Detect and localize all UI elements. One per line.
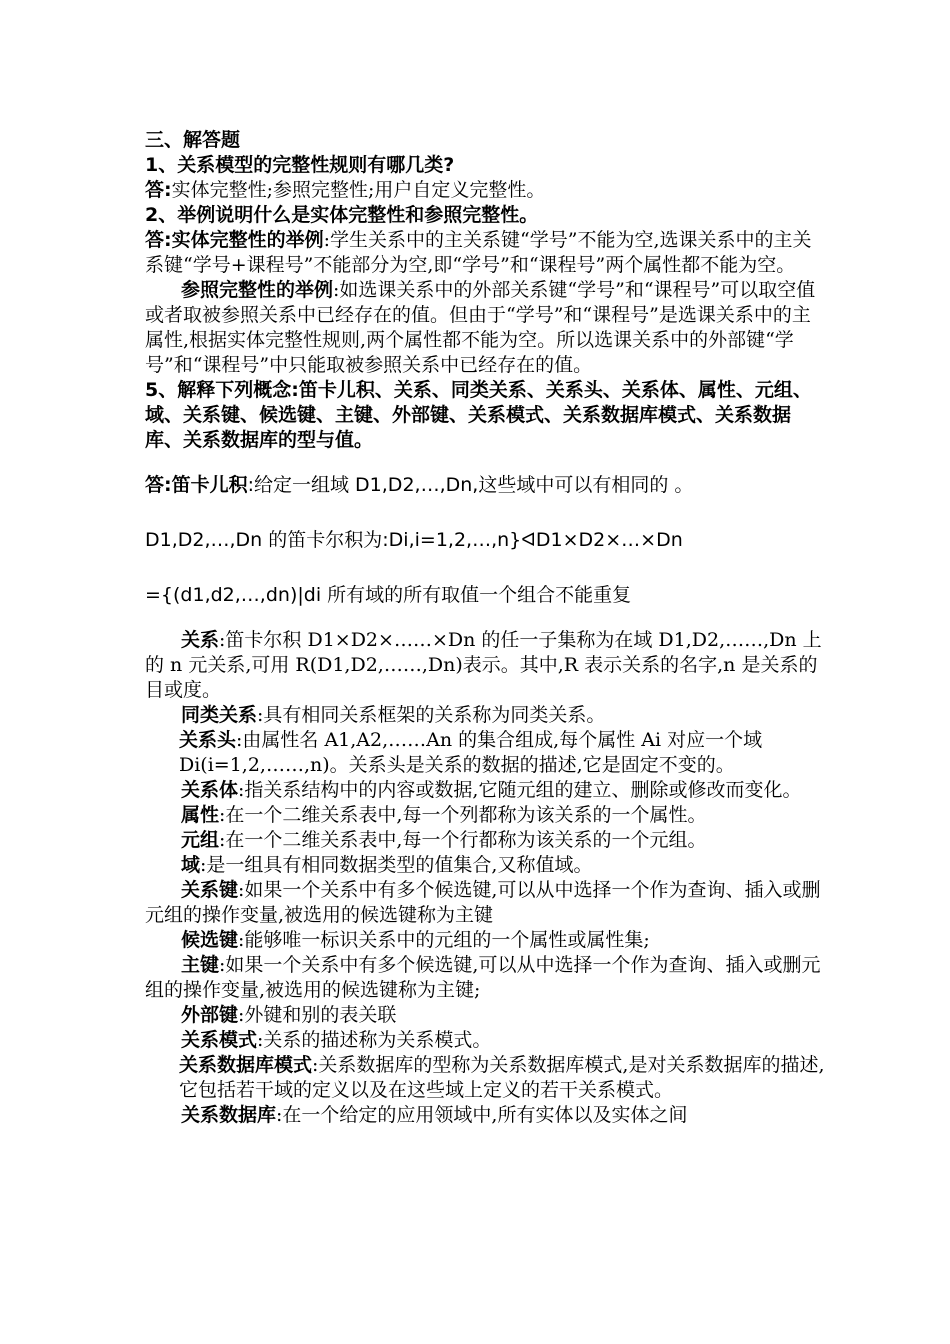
def-relation-head-text: :由属性名 A1,A2,……An 的集合组成,每个属性 Ai 对应一个域 Di(i=1,2,……,n)。关系头是关系的数据的描述,它是固定不变的。 (179, 729, 763, 776)
def-relation-body-label: 关系体 (181, 779, 239, 801)
def-db-schema-label: 关系数据库模式 (179, 1054, 313, 1076)
def-relational-db (145, 1103, 825, 1128)
def-domain-text: :是一组具有相同数据类型的值集合,又称值域。 (200, 854, 593, 876)
answer-2-ref-text: :如选课关系中的外部关系键“学号”和“课程号”可以取空值或者取被参照关系中已经存在的值。但由于“学号”和“课程号”是选课关系中的主属性,根据实体完整性规则,两个属性都不能为空。所以选课关系中的外部键“学号”和“课程号”中只能取被参照关系中已经存在的值。 (145, 279, 816, 376)
cartesian-text-1: :给定一组域 D1,D2,…,Dn,这些域中可以有相同的 。 (247, 474, 694, 496)
def-relation-text: :笛卡尔积 D1×D2×……×Dn 的任一子集称为在域 D1,D2,……,Dn 上的 n 元关系,可用 R(D1,D2,……,Dn)表示。其中,R 表示关系的名字,n 是关系的目或度。 (145, 629, 822, 701)
def-tuple-text: :在一个二维关系表中,每一个行都称为该关系的一个元组。 (219, 829, 707, 851)
def-relation-label: 关系 (181, 629, 220, 651)
answer-2 (145, 228, 825, 278)
def-same-relation (145, 703, 825, 728)
def-tuple (145, 828, 825, 853)
def-relation-key (145, 878, 825, 928)
def-primary-key-label: 主键 (181, 954, 220, 976)
answer-2-text: :学生关系中的主关系键“学号”不能为空,选课关系中的主关系键“学号+课程号”不能部分为空,即“学号”和“课程号”两个属性都不能为空。 (145, 229, 812, 276)
def-relation-key-text: :如果一个关系中有多个候选键,可以从中选择一个作为查询、插入或删元组的操作变量,被选用的候选键称为主键 (145, 879, 821, 926)
def-same-relation-label: 同类关系 (181, 704, 258, 726)
answer-1 (145, 178, 825, 203)
cartesian-symbol: ᐊ (521, 529, 536, 551)
document-content (145, 128, 825, 1128)
def-relation-schema (145, 1028, 825, 1053)
cartesian-text-2a: D1,D2,…,Dn 的笛卡尔积为:Di,i=1,2,…,n} (145, 529, 522, 551)
answer-2-label: 答:实体完整性的举例 (145, 229, 324, 251)
def-attribute (145, 803, 825, 828)
def-relation-schema-text: :关系的描述称为关系模式。 (257, 1029, 492, 1051)
def-attribute-label: 属性 (181, 804, 220, 826)
cartesian-line-1 (145, 473, 825, 498)
def-candidate-key-text: :能够唯一标识关系中的元组的一个属性或属性集; (238, 929, 650, 951)
def-candidate-key-label: 候选键 (181, 929, 239, 951)
def-relational-db-text: :在一个给定的应用领域中,所有实体以及实体之间 (276, 1104, 688, 1126)
def-primary-key-text: :如果一个关系中有多个候选键,可以从中选择一个作为查询、插入或删元组的操作变量,被选用的候选键称为主键; (145, 954, 821, 1001)
def-foreign-key-label: 外部键 (181, 1004, 239, 1026)
question-2: 2、举例说明什么是实体完整性和参照完整性。 (145, 204, 539, 226)
def-attribute-text: :在一个二维关系表中,每一个列都称为该关系的一个属性。 (219, 804, 707, 826)
def-candidate-key (145, 928, 825, 953)
def-relation-head-label: 关系头 (179, 729, 237, 751)
def-domain (145, 853, 825, 878)
def-relation-head (145, 728, 825, 778)
def-relational-db-label: 关系数据库 (181, 1104, 277, 1126)
cartesian-text-2b: D1×D2×…×Dn (535, 529, 683, 551)
def-tuple-label: 元组 (181, 829, 220, 851)
answer-2-ref-label: 参照完整性的举例 (181, 279, 334, 301)
cartesian-label: 答:笛卡儿积 (145, 474, 248, 496)
def-foreign-key-text: :外键和别的表关联 (238, 1004, 397, 1026)
answer-1-label: 答: (145, 179, 172, 201)
def-db-schema-text: :关系数据库的型称为关系数据库模式,是对关系数据库的描述,它包括若干域的定义以及在这些域上定义的若干关系模式。 (179, 1054, 825, 1101)
def-relation-body-text: :指关系结构中的内容或数据,它随元组的建立、删除或修改而变化。 (238, 779, 802, 801)
def-relation-key-label: 关系键 (181, 879, 239, 901)
def-relation-body (145, 778, 825, 803)
def-db-schema (145, 1053, 825, 1103)
question-5: 5、解释下列概念:笛卡儿积、关系、同类关系、关系头、关系体、属性、元组、域、关系键、候选键、主键、外部键、关系模式、关系数据库模式、关系数据库、关系数据库的型与值。 (145, 379, 812, 451)
answer-2-ref (145, 278, 825, 378)
def-primary-key (145, 953, 825, 1003)
cartesian-line-2 (145, 528, 825, 553)
answer-1-text: 实体完整性;参照完整性;用户自定义完整性。 (171, 179, 546, 201)
def-domain-label: 域 (181, 854, 201, 876)
question-1: 1、关系模型的完整性规则有哪几类? (145, 154, 455, 176)
def-relation-schema-label: 关系模式 (181, 1029, 258, 1051)
def-foreign-key (145, 1003, 825, 1028)
def-relation (145, 628, 825, 703)
section-title: 三、解答题 (145, 129, 241, 151)
def-same-relation-text: :具有相同关系框架的关系称为同类关系。 (257, 704, 606, 726)
cartesian-line-3: ={(d1,d2,…,dn)|di 所有域的所有取值一个组合不能重复 (145, 584, 632, 606)
